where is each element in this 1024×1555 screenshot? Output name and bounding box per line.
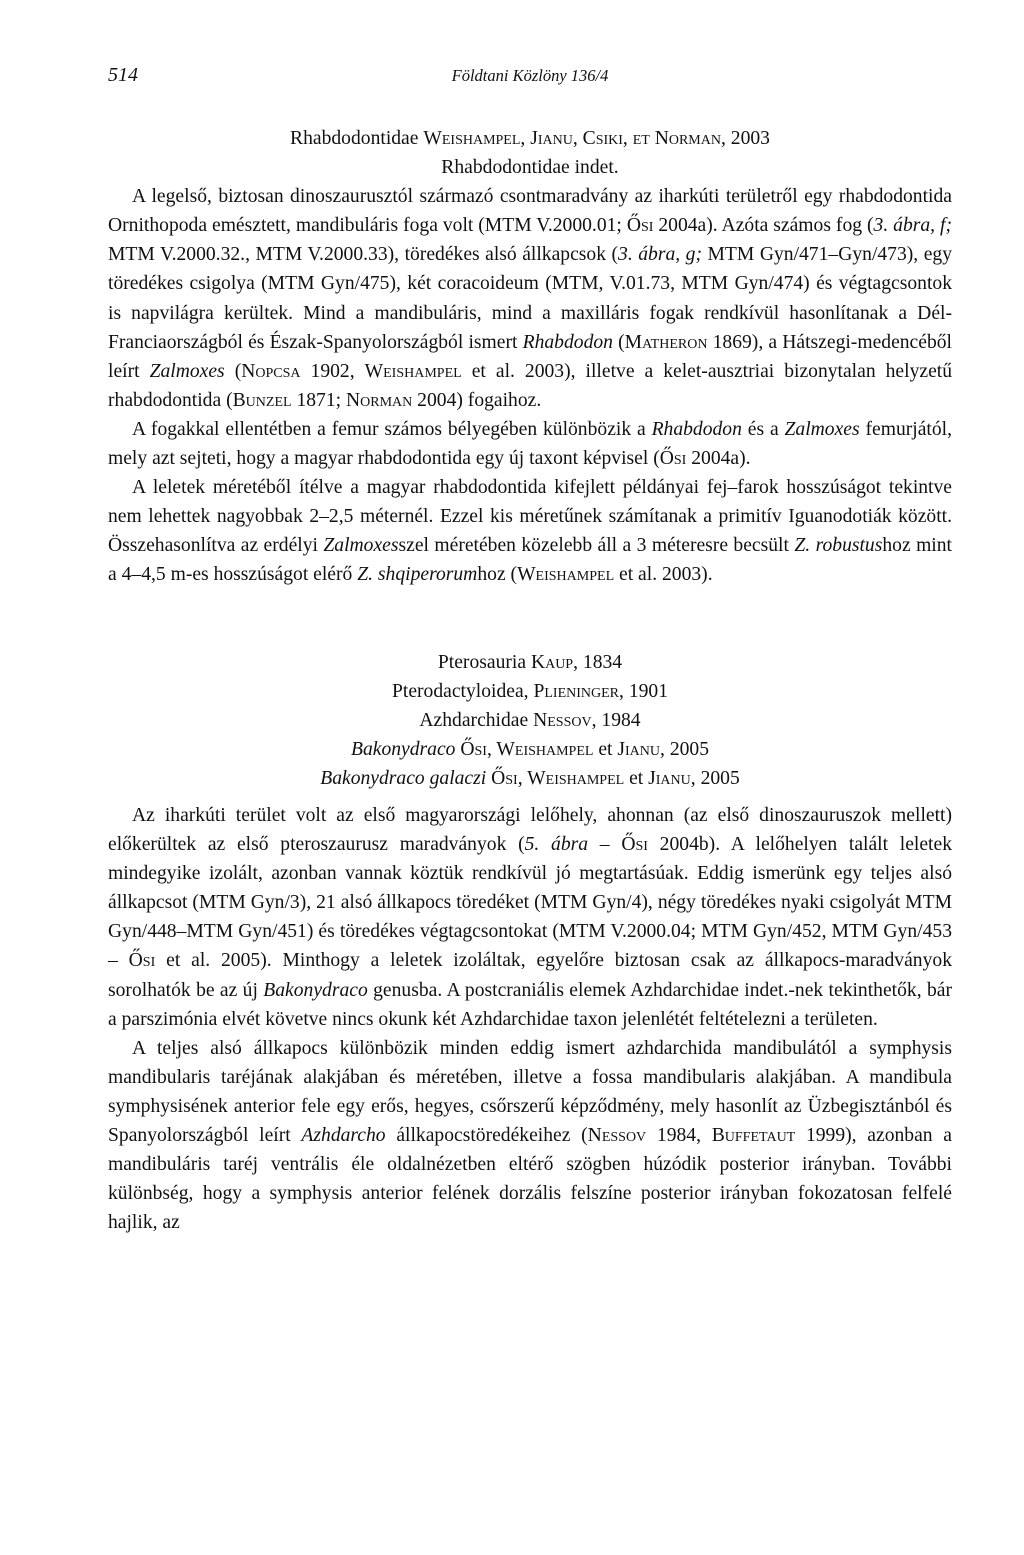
section-spacer <box>108 590 952 619</box>
taxon-heading-bakonydraco: Bakonydraco Ősi, Weishampel et Jianu, 2005 <box>350 738 709 760</box>
section-spacer <box>108 619 952 648</box>
paragraph: A leletek méretéből ítélve a magyar rhabdodontida kifejlett példányai fej–farok hosszúságot tekintve nem lehettek nagyobbak 2–2,5 méternél. Ezzel kis méretűnek számítanak a primitív Iguanodotiák között. Összehasonlítva az erdélyi Zalmoxesszel méretében közelebb áll a 3 méteresre becsült Z. robustushoz mint a 4–4,5 m-es hosszúságot elérő Z. shqiperorumhoz (Weishampel et al. 2003). <box>108 477 952 586</box>
paragraph: A teljes alsó állkapocs különbözik minden eddig ismert azhdarchida mandibulától a symphysis mandibularis taréjának alakjában és méretében, illetve a fossa mandibularis alakjában. A mandibula symphysisének anterior fele egy erős, hegyes, csőrszerű képződmény, mely hasonlít az Üzbegisztánból és Spanyolországból leírt Azhdarcho állkapocstöredékeihez (Nessov 1984, Buffetaut 1999), azonban a mandibuláris taréj ventrális éle oldalnézetben eltérő szögben húzódik posterior irányban. További különbség, hogy a symphysis anterior felének dorzális felszíne posterior irányban fokozatosan felfelé hajlik, az <box>108 1037 953 1234</box>
paragraph: A legelső, biztosan dinoszaurusztól származó csontmaradvány az iharkúti területről egy rhabdodontida Ornithopoda emésztett, mandibuláris foga volt (MTM V.2000.01; Ősi 2004a). Azóta számos fog (3. ábra, f; MTM V.2000.32., MTM V.2000.33), töredékes alsó állkapcsok (3. ábra, g; MTM Gyn/471–Gyn/473), egy töredékes csigolya (MTM Gyn/475), két coracoideum (MTM, V.01.73, MTM Gyn/474) és végtagcsontok is napvilágra kerültek. Mind a mandibuláris, mind a maxilláris fogak rendkívül hasonlítanak a Dél-Franciaországból és Észak-Spanyolországból ismert Rhabdodon (Matheron 1869), a Hátszegi-medencéből leírt Zalmoxes (Nopcsa 1902, Weishampel et al. 2003), illetve a kelet-ausztriai bizonytalan helyzetű rhabdodontida (Bunzel 1871; Norman 2004) fogaihoz. <box>108 186 953 411</box>
taxon-heading-pterosauria: Pterosauria Kaup, 1834 <box>437 651 623 673</box>
taxon-heading-bakonydraco-galaczi: Bakonydraco galaczi Ősi, Weishampel et Jianu, 2005 <box>320 767 740 789</box>
paragraph: Az iharkúti terület volt az első magyarországi lelőhely, ahonnan (az első dinoszauruszok mellett) előkerültek az első pteroszaurusz maradványok (5. ábra – Ősi 2004b). A lelőhelyen talált leletek mindegyike izolált, azonban vannak köztük rendkívül jó megtartásúak. Eddig ismerünk egy teljes alsó állkapcsot (MTM Gyn/3), 21 alsó állkapocs töredéket (MTM Gyn/4), négy töredékes nyaki csigolyát MTM Gyn/448–MTM Gyn/451) és töredékes végtagcsontokat (MTM V.2000.04; MTM Gyn/452, MTM Gyn/453 – Ősi et al. 2005). Minthogy a leletek izoláltak, egyelőre biztosan csak az állkapocs-maradványok sorolhatók be az új Bakonydraco genusba. A postcraniális elemek Azhdarchidae indet.-nek tekinthetők, bár a parszimónia elvét követve nincs okunk két Azhdarchidae taxon jelenlétét feltételezni a területen. <box>108 804 952 1030</box>
taxon-heading-pterodactyloidea: Pterodactyloidea, Plieninger, 1901 <box>392 680 668 702</box>
taxon-heading-indet: Rhabdodontidae indet. <box>441 157 619 179</box>
running-head <box>108 64 952 90</box>
journal-title: Földtani Közlöny 136/4 <box>451 66 609 85</box>
page-number: 514 <box>108 64 138 86</box>
paragraph: A fogakkal ellentétben a femur számos bélyegében különbözik a Rhabdodon és a Zalmoxes femurjától, mely azt sejteti, hogy a magyar rhabdodontida egy új taxont képvisel (Ősi 2004a). <box>108 418 952 470</box>
taxon-heading-rhabdodontidae: Rhabdodontidae Weishampel, Jianu, Csiki, et Norman, 2003 <box>290 128 770 149</box>
main-text <box>108 124 952 1237</box>
taxon-heading-azhdarchidae: Azhdarchidae Nessov, 1984 <box>419 709 641 731</box>
section-spacer <box>108 793 952 801</box>
